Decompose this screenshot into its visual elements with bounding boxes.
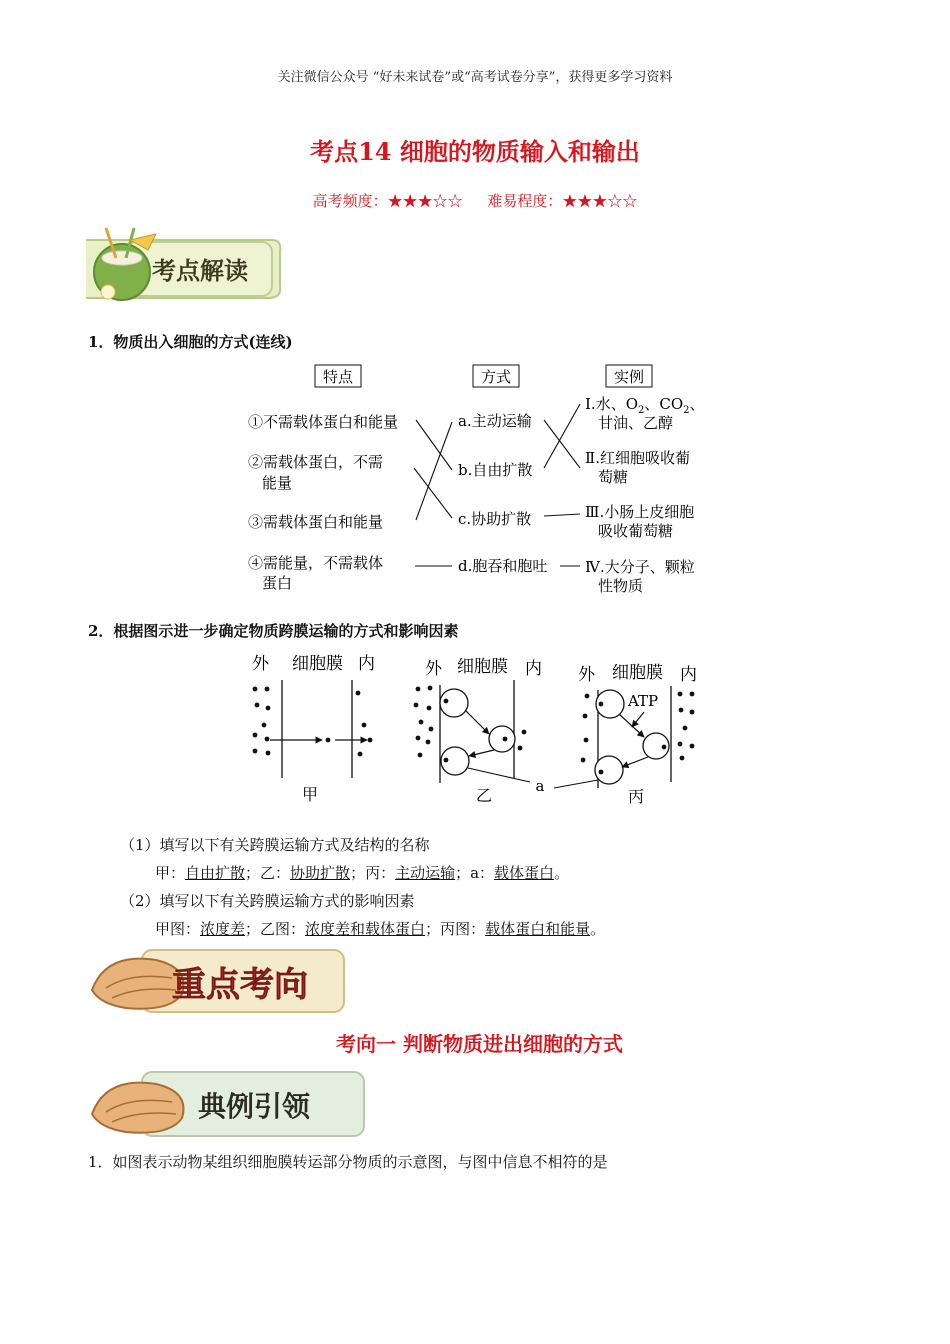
feature-1: ①不需载体蛋白和能量 [248, 413, 399, 431]
yi-membrane-label: 细胞膜 [457, 657, 508, 677]
sub1-answer-a: 载体蛋白 [494, 864, 555, 882]
example-1: Ⅰ.水、$O_2$、$CO_2$、 [585, 395, 705, 416]
transport-diagram [240, 650, 710, 810]
sub2-end: 。 [590, 920, 606, 938]
yi-inside-label: 内 [525, 659, 542, 679]
section-subtitle: 考向一 判断物质进出细胞的方式 [336, 1032, 623, 1056]
sub1-label-bing: ；丙： [350, 864, 396, 882]
sub1-label-yi: ；乙： [245, 864, 291, 882]
matching-diagram [240, 360, 710, 600]
difficulty-rating: 难易程度：★★★☆☆ [487, 192, 638, 210]
feature-4-cont: 蛋白 [262, 574, 293, 592]
method-c: c.协助扩散 [458, 510, 532, 528]
caption-jia: 甲 [301, 785, 319, 804]
rating-line [0, 190, 950, 211]
jia-outside-label: 外 [252, 654, 269, 674]
feature-3: ③需载体蛋白和能量 [248, 513, 384, 531]
col-header-methods: 方式 [480, 368, 512, 386]
atp-label: ATP [628, 692, 659, 710]
banner-3-text: 典例引领 [198, 1090, 311, 1123]
example-2: Ⅱ.红细胞吸收葡 [585, 449, 690, 467]
carrier-label-a: a [535, 777, 545, 795]
col-header-features: 特点 [322, 368, 354, 386]
sub2-label-bing: ；丙图： [425, 920, 486, 938]
feature-2: ②需载体蛋白，不需 [248, 453, 384, 471]
sub2-label-yi: ；乙图： [245, 920, 306, 938]
caption-yi: 乙 [475, 786, 493, 805]
jia-inside-label: 内 [358, 654, 375, 674]
sub2-answer-yi: 浓度差和载体蛋白 [305, 920, 426, 938]
sub2-label-jia: 甲图： [155, 920, 201, 938]
sub1-end: 。 [554, 864, 570, 882]
col-header-examples: 实例 [613, 368, 645, 386]
example-1-cont: 甘油、乙醇 [598, 414, 674, 432]
bing-inside-label: 内 [680, 665, 697, 685]
example-4: Ⅳ.大分子、颗粒 [585, 558, 695, 576]
sub1-answer-jia: 自由扩散 [185, 864, 246, 882]
sub2-prompt: （2）填写以下有关跨膜运输方式的影响因素 [120, 892, 415, 910]
sub2-answers [155, 918, 605, 939]
example-3-cont: 吸收葡萄糖 [598, 522, 674, 540]
banner-zhongdian-kaoxiang [86, 942, 348, 1020]
jia-membrane-label: 细胞膜 [292, 654, 343, 674]
feature-4: ④需能量，不需载体 [248, 554, 384, 572]
q1-heading: 1．物质出入细胞的方式(连线) [88, 333, 293, 351]
banner-dianli-yinling [86, 1064, 368, 1144]
example-question: 1．如图表示动物某组织细胞膜转运部分物质的示意图，与图中信息不相符的是 [88, 1153, 608, 1171]
sub1-answer-yi: 协助扩散 [290, 864, 351, 882]
sub1-label-jia: 甲： [155, 864, 186, 882]
caption-bing: 丙 [627, 787, 645, 806]
method-d: d.胞吞和胞吐 [458, 557, 548, 575]
banner-kaodian-jiedu [86, 222, 282, 306]
header-note: 关注微信公众号 “好未来试卷”或“高考试卷分享”，获得更多学习资料 [277, 70, 673, 85]
sub1-answer-bing: 主动运输 [395, 864, 456, 882]
bing-outside-label: 外 [578, 665, 595, 685]
sub1-prompt: （1）填写以下有关跨膜运输方式及结构的名称 [120, 836, 430, 854]
sub2-answer-bing: 载体蛋白和能量 [485, 920, 591, 938]
page-title: 考点14 细胞的物质输入和输出 [310, 137, 640, 166]
sub2-answer-jia: 浓度差 [200, 920, 246, 938]
sub1-answers [155, 862, 569, 883]
yi-outside-label: 外 [425, 659, 442, 679]
frequency-rating: 高考频度：★★★☆☆ [312, 192, 463, 210]
q2-heading: 2．根据图示进一步确定物质跨膜运输的方式和影响因素 [88, 622, 459, 640]
banner-1-text: 考点解读 [152, 256, 248, 285]
method-b: b.自由扩散 [458, 461, 533, 479]
banner-2-text: 重点考向 [172, 965, 308, 1005]
method-a: a.主动运输 [458, 412, 532, 430]
feature-2-cont: 能量 [262, 474, 293, 492]
example-2-cont: 萄糖 [598, 468, 629, 486]
sub1-label-a: ；a： [455, 864, 495, 882]
bing-membrane-label: 细胞膜 [612, 663, 663, 683]
example-3: Ⅲ.小肠上皮细胞 [585, 503, 695, 521]
example-4-cont: 性物质 [598, 577, 644, 595]
